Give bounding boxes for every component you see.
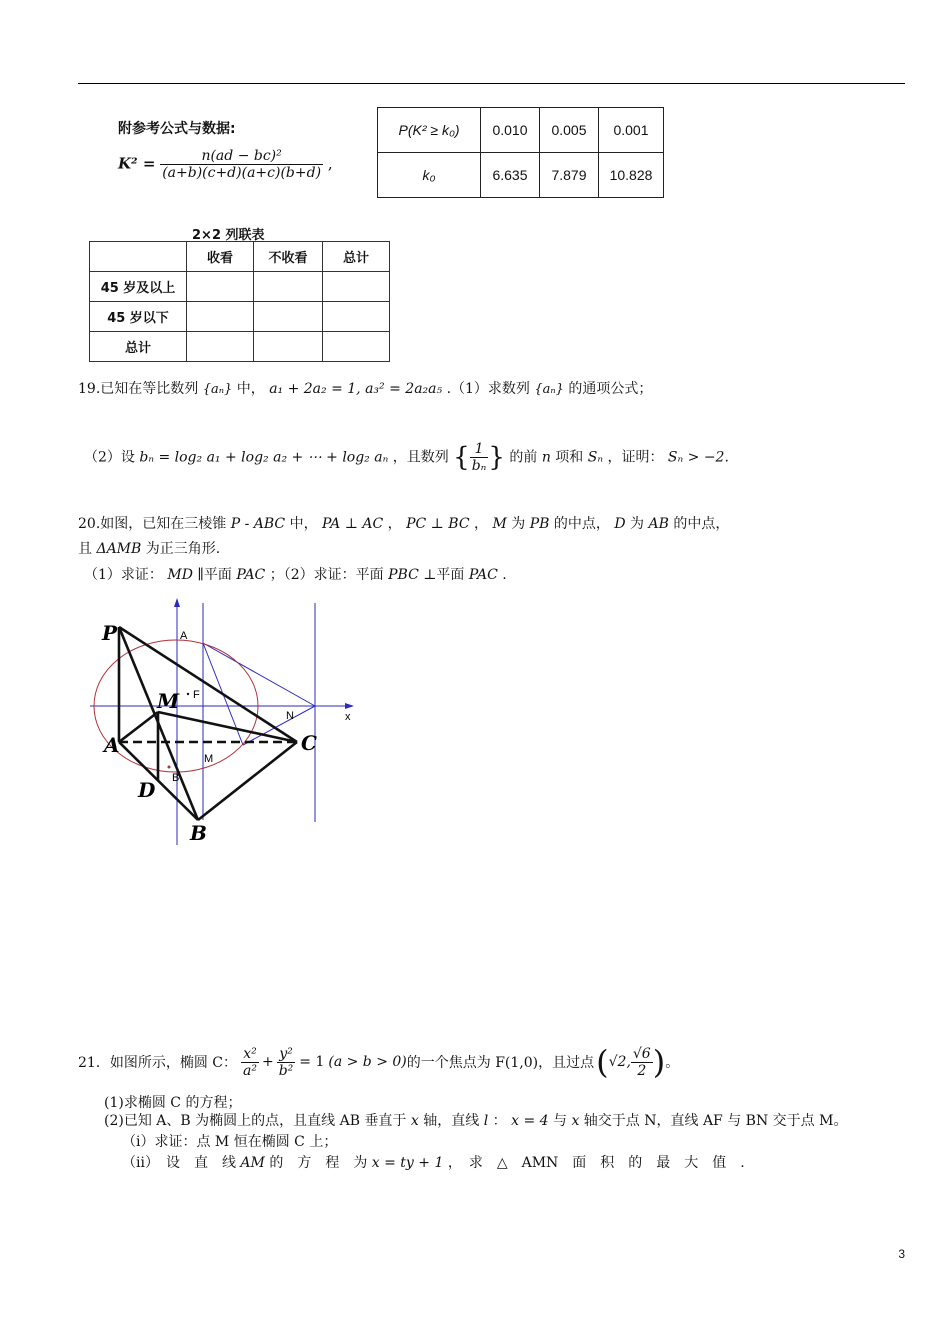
label-small-M: M	[204, 753, 214, 765]
y-axis-arrow	[174, 598, 180, 607]
table-cell: 0.010	[481, 108, 540, 153]
plus-sign: +	[261, 1054, 274, 1070]
table-cell: 7.879	[540, 153, 599, 198]
frac-num: 1	[470, 441, 489, 458]
q20-text: ；（2）求证：平面	[269, 567, 384, 583]
q19-text: ，证明：	[607, 449, 664, 466]
frac-num: x²	[241, 1046, 259, 1063]
q20-math: PAC	[236, 567, 266, 583]
q21-text: 。	[665, 1055, 680, 1071]
q21-math: x	[571, 1113, 580, 1129]
table-cell: 45 岁以下	[90, 302, 187, 332]
paren-left: (	[596, 1043, 609, 1081]
q19-text: 19.已知在等比数列	[78, 381, 199, 397]
table-cell: k₀	[378, 153, 481, 198]
q19-text: ，且数列	[392, 449, 449, 466]
q21-math: l	[483, 1113, 489, 1129]
q21-line3	[104, 1110, 847, 1130]
q21-text: 的 方 程 为	[269, 1155, 368, 1171]
frac-num: √6	[632, 1045, 651, 1062]
table-cell: 45 岁及以上	[90, 272, 187, 302]
q20-text: .	[502, 567, 507, 583]
q20-text: 20.如图，已知在三棱锥	[78, 516, 227, 532]
q21-line5	[122, 1152, 745, 1172]
q19-text: （2）设	[84, 449, 135, 466]
q21-condition: (a > b > 0)	[328, 1054, 407, 1070]
label-N: N	[286, 710, 294, 722]
q19-seq: {aₙ}	[202, 382, 233, 397]
q20-text: 的中点，	[673, 516, 730, 532]
q21-math: x = ty + 1	[371, 1155, 444, 1171]
q21-line2: (1)求椭圆 C 的方程；	[104, 1095, 242, 1111]
q21-text: 轴，直线	[423, 1113, 480, 1129]
label-P: P	[102, 621, 118, 645]
q20-text: 的中点，	[553, 516, 610, 532]
table-cell: 6.635	[481, 153, 540, 198]
table-cell: 0.001	[599, 108, 664, 153]
contingency-title: 2×2 列联表	[192, 228, 265, 243]
q21-text: 21．如图所示，椭圆 C：	[78, 1055, 237, 1071]
frac-num: y²	[277, 1046, 296, 1063]
q21-text: 轴交于点 N，直线 AF 与 BN 交于点 M。	[583, 1113, 848, 1129]
q19-text: 中，	[236, 381, 265, 397]
table-cell: 不收看	[254, 242, 323, 272]
q20-math: AB	[648, 516, 669, 532]
q19-sn: Sₙ	[587, 449, 604, 466]
frac-den: b²	[278, 1062, 294, 1079]
q20-text: ⊥平面	[423, 567, 465, 583]
q21-math: = 1	[299, 1054, 325, 1070]
q21-text: (2)已知 A、B 为椭圆上的点，且直线 AB 垂直于	[104, 1113, 407, 1129]
label-A: A	[104, 733, 120, 757]
edge-PC	[119, 627, 297, 742]
q20-text: 为	[630, 516, 645, 532]
label-C: C	[301, 731, 317, 755]
table-cell: P(K² ≥ k₀)	[378, 108, 481, 153]
q19-text: 的通项公式；	[568, 381, 653, 397]
paren-right: )	[652, 1043, 666, 1081]
formula-denominator: (a+b)(c+d)(a+c)(b+d)	[162, 165, 322, 181]
q19-text: .（1）求数列	[446, 381, 530, 397]
label-x-axis: x	[345, 711, 351, 723]
q19-n: n	[541, 449, 551, 466]
q19-condition: a₁ + 2a₂ = 1, a₃² = 2a₂a₅	[269, 381, 443, 397]
q20-math: PC ⊥ BC	[406, 516, 470, 532]
guide-line	[203, 643, 315, 706]
q21-text: ：	[492, 1113, 507, 1129]
label-M: M	[157, 689, 180, 713]
q21-text: ， 求 △ AMN 面 积 的 最 大 值 .	[447, 1155, 745, 1171]
q21-line1	[78, 1043, 679, 1081]
q20-text: 为	[511, 516, 526, 532]
q19-seq: {aₙ}	[534, 382, 564, 397]
q20-math: MD	[167, 567, 193, 583]
table-cell: 0.005	[540, 108, 599, 153]
q19-text: 项和	[555, 449, 584, 466]
q19-text: 的前	[509, 449, 538, 466]
point-dot	[168, 766, 171, 769]
label-F: F	[193, 689, 200, 701]
q21-text: （ⅱ） 设 直 线	[122, 1155, 236, 1171]
frac-den: bₙ	[471, 458, 487, 474]
q20-math: PB	[529, 516, 550, 532]
q20-text: ，	[474, 516, 489, 532]
formula-tail: ,	[327, 154, 333, 173]
formula-numerator: n(ad − bc)²	[160, 148, 323, 165]
label-D: D	[138, 778, 156, 802]
q20-math: PA ⊥ AC	[322, 516, 384, 532]
formula-lhs: K² =	[118, 154, 156, 173]
q21-text: 与	[552, 1113, 567, 1129]
q20-math: M	[492, 516, 507, 532]
q19-inequality: Sₙ > −2.	[667, 449, 729, 466]
edge-MA	[119, 712, 158, 742]
q20-text: （1）求证：	[84, 567, 163, 583]
q21-text: 的一个焦点为 F(1,0)，且过点	[406, 1055, 595, 1071]
table-cell: 收看	[187, 242, 254, 272]
brace-right: }	[488, 442, 505, 473]
q20-text: ，	[387, 516, 402, 532]
q20-math: D	[614, 516, 626, 532]
reference-heading: 附参考公式与数据:	[118, 121, 236, 137]
q20-text: ∥平面	[197, 567, 232, 583]
table-cell: 总计	[90, 332, 187, 362]
q21-math: AM	[240, 1155, 265, 1171]
q20-text: 且	[78, 541, 92, 557]
q20-math: ΔAMB	[96, 541, 142, 557]
q20-text: 为正三角形.	[145, 541, 221, 557]
q21-y-fraction	[277, 1046, 296, 1079]
q20-text: 中，	[289, 516, 318, 532]
q20-math: PAC	[468, 567, 498, 583]
q20-math: P - ABC	[230, 516, 286, 532]
x-axis-arrow	[345, 703, 354, 709]
frac-den: a²	[242, 1062, 257, 1079]
page-number: 3	[898, 1247, 905, 1261]
label-B: B	[190, 821, 207, 845]
label-small-B: B	[172, 772, 180, 784]
q21-point-y	[631, 1046, 653, 1079]
table-cell: 10.828	[599, 153, 664, 198]
q20-math: PBC	[388, 567, 419, 583]
q21-math: x = 4	[511, 1113, 549, 1129]
table-cell: 总计	[323, 242, 390, 272]
q21-math: x	[410, 1113, 419, 1129]
label-small-A: A	[180, 630, 188, 642]
focus-dot	[187, 693, 189, 695]
q21-line4: （ⅰ）求证：点 M 恒在椭圆 C 上；	[122, 1134, 338, 1150]
q19-bn-definition: bₙ = log₂ a₁ + log₂ a₂ + ⋯ + log₂ aₙ	[139, 449, 389, 466]
q21-point-x: √2,	[608, 1054, 631, 1070]
frac-den: 2	[637, 1062, 647, 1079]
q21-x-fraction	[241, 1046, 259, 1079]
brace-left: {	[453, 442, 470, 473]
